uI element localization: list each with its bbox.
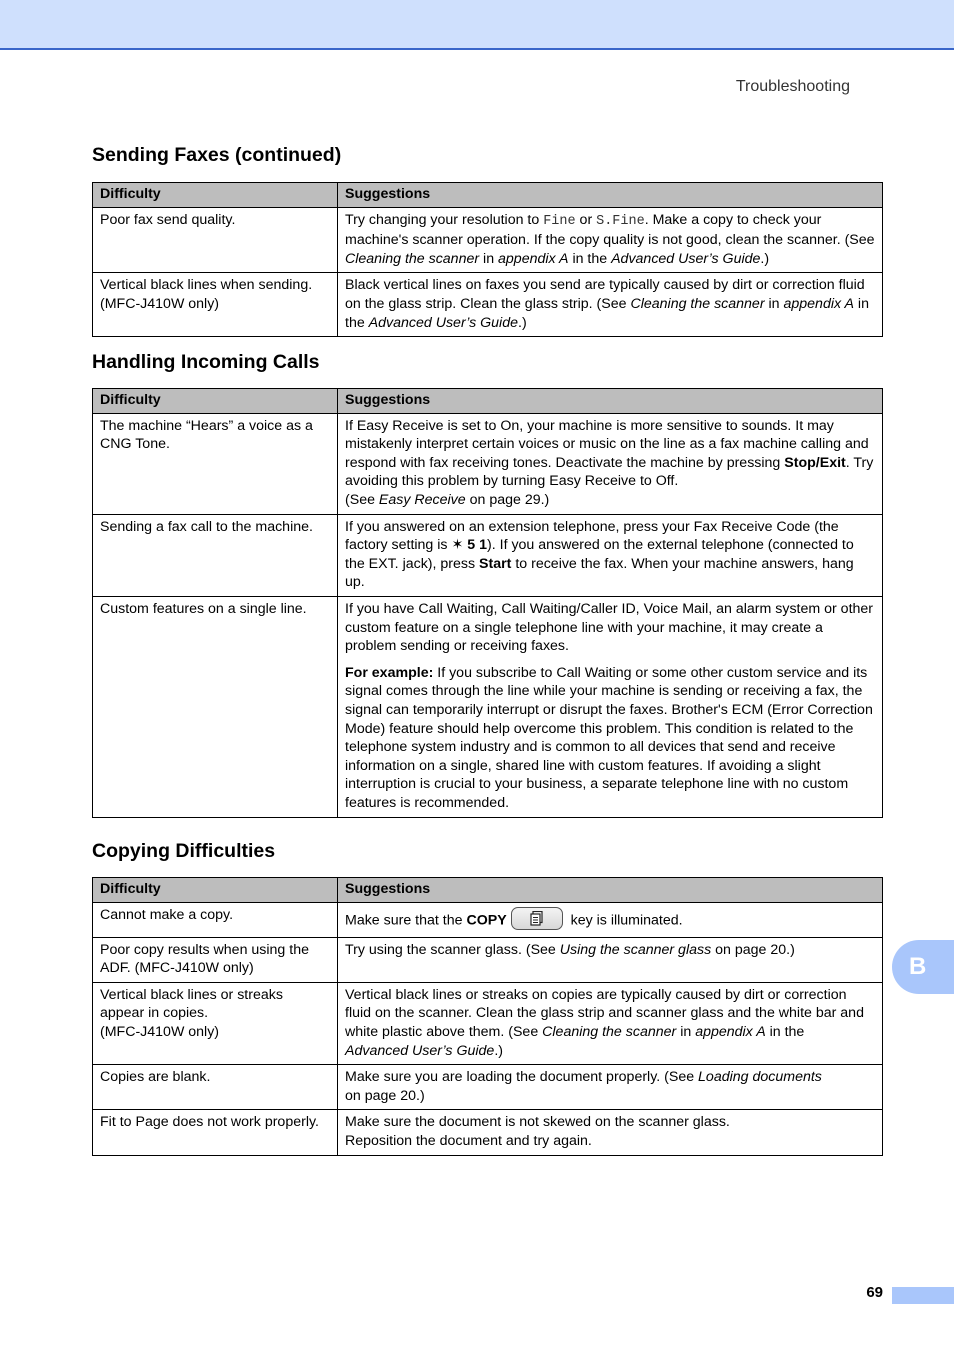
- table-row: [93, 982, 883, 1064]
- cross-reference: appendix A: [783, 295, 854, 312]
- paragraph: [345, 600, 876, 656]
- copy-key-icon: [511, 907, 563, 930]
- suggestion-text: Vertical black lines or streaks on copies are typically caused by dirt or correction fluid on the scanner. Clean the glass strip and scanner glass and the white bar and white plastic above them. (See: [345, 986, 864, 1040]
- suggestion-text: .): [494, 1042, 503, 1059]
- running-head: Troubleshooting: [735, 78, 850, 95]
- suggestion-cell: [338, 1110, 883, 1155]
- key-name: COPY: [466, 911, 507, 928]
- difficulty-text: Vertical black lines when sending.: [100, 277, 313, 294]
- example-label: For example:: [345, 664, 434, 681]
- difficulty-cell: Copies are blank.: [93, 1065, 338, 1110]
- suggestion-text: on page 20.): [345, 1087, 425, 1104]
- paragraph: [345, 664, 876, 813]
- difficulty-cell: The machine “Hears” a voice as a CNG Tone.: [93, 413, 338, 514]
- suggestion-text: Black vertical lines on faxes you send are typically caused by dirt or correction fluid on the glass strip. Clean the glass strip. (See: [345, 277, 865, 312]
- suggestion-text: in: [479, 250, 499, 267]
- suggestion-text: .): [760, 250, 770, 267]
- table-header-row: [93, 389, 883, 414]
- suggestion-text: . Try avoiding this problem by turning Easy Receive to Off.: [345, 454, 874, 490]
- difficulty-cell: [93, 982, 338, 1064]
- suggestion-cell: [338, 207, 883, 273]
- section-title-incoming-calls: Handling Incoming Calls: [92, 351, 320, 373]
- suggestion-text: Try changing your resolution to: [345, 211, 544, 228]
- copying-table: [92, 877, 883, 1156]
- difficulty-cell: Sending a fax call to the machine.: [93, 514, 338, 596]
- cross-reference: Cleaning the scanner: [345, 250, 480, 267]
- suggestion-text: Make sure you are loading the document properly. (See: [345, 1069, 699, 1086]
- cross-reference: appendix A: [498, 250, 569, 267]
- suggestion-text: in the: [765, 1023, 805, 1040]
- suggestion-text: on page 29.): [465, 491, 550, 508]
- table-row: [93, 937, 883, 982]
- suggestion-text: in the: [345, 295, 869, 331]
- suggestion-text: . Make a copy to check your machine's scanner operation. If the copy quality is not good, clean the scanner. (See: [345, 211, 875, 249]
- cross-reference: Easy Receive: [378, 491, 466, 508]
- setting-value: Fine: [543, 213, 576, 229]
- suggestion-cell: [338, 413, 883, 514]
- table-row: [93, 596, 883, 817]
- table-row: [93, 514, 883, 596]
- suggestion-cell: [338, 273, 883, 337]
- suggestion-text: Make sure that the: [345, 911, 467, 928]
- difficulty-cell: [93, 273, 338, 337]
- table-header-row: [93, 183, 883, 208]
- setting-value: S.Fine: [596, 213, 645, 229]
- section-title-sending-faxes: Sending Faxes (continued): [92, 144, 342, 166]
- suggestion-text: ). If you answered on the external telephone (connected to the EXT. jack), press: [345, 537, 854, 572]
- difficulty-text: (MFC-J410W only): [100, 1023, 220, 1040]
- suggestion-text: .): [518, 314, 527, 331]
- suggestion-text: Try using the scanner glass. (See: [345, 941, 560, 958]
- difficulty-cell: Poor fax send quality.: [93, 207, 338, 273]
- suggestion-text: If you answered on an extension telephone, press your Fax Receive Code (the factory setting is: [345, 518, 839, 554]
- table-row: [93, 273, 883, 337]
- suggestion-text: on page 20.): [711, 941, 795, 958]
- page-number-bar: [892, 1287, 954, 1304]
- cross-reference: Cleaning the scanner: [542, 1023, 677, 1040]
- incoming-calls-table: [92, 388, 883, 818]
- difficulty-cell: Cannot make a copy.: [93, 902, 338, 937]
- cross-reference: Advanced User’s Guide: [611, 250, 761, 267]
- cross-reference: appendix A: [695, 1023, 766, 1040]
- suggestion-text: in the: [568, 250, 612, 267]
- difficulty-text: (MFC-J410W only): [100, 295, 220, 312]
- table-row: [93, 413, 883, 514]
- table-row: [93, 207, 883, 273]
- column-header-difficulty: Difficulty: [93, 389, 338, 414]
- table-row: [93, 1065, 883, 1110]
- difficulty-cell: Custom features on a single line.: [93, 596, 338, 817]
- suggestion-text: key is illuminated.: [566, 911, 683, 928]
- sending-faxes-table: [92, 182, 883, 337]
- difficulty-cell: Poor copy results when using the ADF. (MFC-J410W only): [93, 937, 338, 982]
- suggestion-text: If you have Call Waiting, Call Waiting/Caller ID, Voice Mail, an alarm system or other custom feature on a single telephone line with your machine, it may create a problem sending or receiving faxes.: [345, 600, 874, 655]
- suggestion-text: Make sure the document is not skewed on the scanner glass.: [345, 1114, 730, 1131]
- table-row: [93, 902, 883, 937]
- header-band: [0, 0, 954, 50]
- suggestion-text: in: [764, 295, 784, 312]
- suggestion-text: If Easy Receive is set to On, your machine is more sensitive to sounds. It may mistakenly interpret certain voices or music on the line as a fax machine calling and respond with fax receiving tones. Deactivate the machine by pressing: [345, 417, 869, 471]
- difficulty-cell: Fit to Page does not work properly.: [93, 1110, 338, 1155]
- suggestion-text: in: [676, 1023, 696, 1040]
- cross-reference: Advanced User’s Guide: [368, 314, 518, 331]
- suggestion-cell: [338, 596, 883, 817]
- cross-reference: Loading documents: [698, 1069, 822, 1086]
- key-name: Start: [479, 555, 512, 572]
- suggestion-cell: [338, 514, 883, 596]
- suggestion-text: If you subscribe to Call Waiting or some other custom service and its signal comes through the line while your machine is sending or receiving a fax, the signal can temporarily interrupt or disrupt the faxes. Brother's ECM (Error Correction Mode) feature should help overcome this problem. This condition is related to the telephone system industry and is common to all devices that send and receive information on a single, shared line with custom features. If avoiding a slight interruption is crucial to your business, a separate telephone line with no custom features is recommended.: [345, 664, 873, 811]
- suggestion-cell: [338, 982, 883, 1064]
- page-number: 69: [866, 1284, 883, 1301]
- table-row: [93, 1110, 883, 1155]
- suggestion-text: (See: [345, 491, 379, 508]
- column-header-difficulty: Difficulty: [93, 183, 338, 208]
- suggestion-cell: [338, 902, 883, 937]
- column-header-suggestions: Suggestions: [338, 878, 883, 903]
- appendix-tab: B: [892, 940, 954, 994]
- column-header-suggestions: Suggestions: [338, 183, 883, 208]
- suggestion-text: Reposition the document and try again.: [345, 1132, 592, 1149]
- suggestion-cell: [338, 937, 883, 982]
- column-header-difficulty: Difficulty: [93, 878, 338, 903]
- cross-reference: Using the scanner glass: [559, 941, 712, 958]
- suggestion-text: or: [575, 211, 597, 228]
- column-header-suggestions: Suggestions: [338, 389, 883, 414]
- difficulty-text: Vertical black lines or streaks appear in copies.: [100, 986, 283, 1022]
- table-header-row: [93, 878, 883, 903]
- receive-code: ✶ 5 1: [451, 537, 488, 554]
- suggestion-text: to receive the fax. When your machine answers, hang up.: [345, 555, 854, 591]
- cross-reference: Cleaning the scanner: [630, 295, 765, 312]
- cross-reference: Advanced User’s Guide: [345, 1042, 495, 1059]
- suggestion-cell: [338, 1065, 883, 1110]
- section-title-copying: Copying Difficulties: [92, 840, 276, 862]
- key-name: Stop/Exit: [784, 454, 846, 471]
